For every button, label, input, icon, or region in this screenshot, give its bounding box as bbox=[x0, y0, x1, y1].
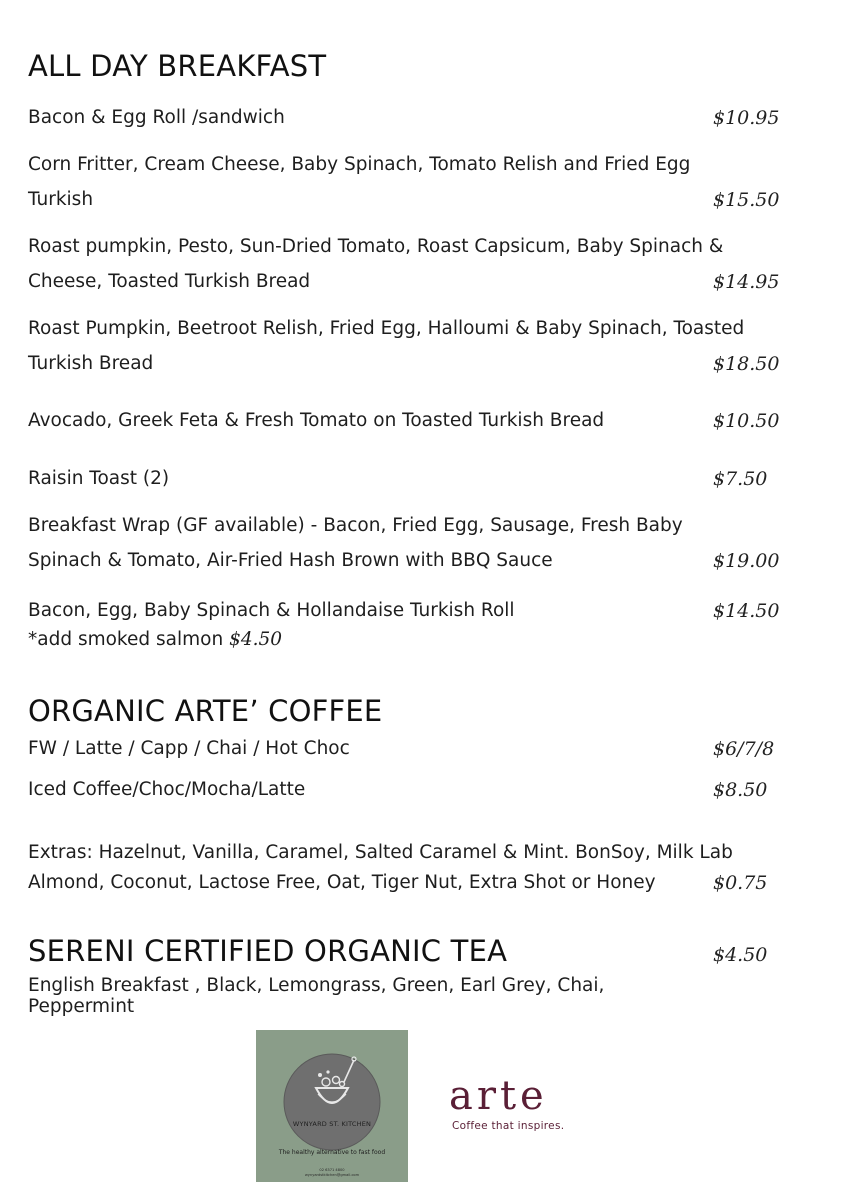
menu-item-price: $10.50 bbox=[713, 410, 780, 432]
menu-item-price: $10.95 bbox=[713, 107, 780, 129]
menu-item-text: Breakfast Wrap (GF available) - Bacon, Fried Egg, Sausage, Fresh Baby bbox=[28, 515, 683, 536]
section-heading-breakfast: ALL DAY BREAKFAST bbox=[28, 49, 327, 83]
menu-item-price: $6/7/8 bbox=[713, 738, 775, 760]
menu-item-text: Roast pumpkin, Pesto, Sun-Dried Tomato, Roast Capsicum, Baby Spinach & bbox=[28, 236, 724, 257]
menu-item-text: Iced Coffee/Choc/Mocha/Latte bbox=[28, 779, 306, 800]
menu-item-text: Cheese, Toasted Turkish Bread bbox=[28, 271, 311, 292]
menu-item-price: $14.50 bbox=[713, 600, 780, 622]
menu-item-text: Turkish Bread bbox=[28, 353, 154, 374]
menu-item-price: $18.50 bbox=[713, 353, 780, 375]
tea-price: $4.50 bbox=[713, 944, 768, 966]
menu-item-text: Bacon & Egg Roll /sandwich bbox=[28, 107, 285, 128]
wynyard-kitchen-logo bbox=[256, 1030, 408, 1182]
menu-item-text: Extras: Hazelnut, Vanilla, Caramel, Salted Caramel & Mint. BonSoy, Milk Lab bbox=[28, 842, 733, 863]
tea-list: English Breakfast , Black, Lemongrass, Green, Earl Grey, Chai, bbox=[28, 975, 605, 996]
menu-item-text: Spinach & Tomato, Air-Fried Hash Brown with BBQ Sauce bbox=[28, 550, 553, 571]
kitchen-contact: 02 6371 4800 wynyardstkitchen@gmail.com bbox=[304, 1168, 360, 1177]
menu-item-price: $8.50 bbox=[713, 779, 768, 801]
menu-item-price: $14.95 bbox=[713, 271, 780, 293]
addon-price: $4.50 bbox=[229, 629, 283, 650]
menu-item-price: $19.00 bbox=[713, 550, 780, 572]
menu-item-text: Corn Fritter, Cream Cheese, Baby Spinach, Tomato Relish and Fried Egg bbox=[28, 154, 691, 175]
kitchen-tagline: The healthy alternative to fast food bbox=[278, 1149, 386, 1156]
menu-item-price: $7.50 bbox=[713, 468, 768, 490]
menu-item-addon bbox=[28, 628, 282, 652]
menu-item-text: FW / Latte / Capp / Chai / Hot Choc bbox=[28, 738, 350, 759]
menu-item-text: Raisin Toast (2) bbox=[28, 468, 170, 489]
section-heading-coffee: ORGANIC ARTE’ COFFEE bbox=[28, 694, 383, 728]
menu-item-price: $15.50 bbox=[713, 189, 780, 211]
section-heading-tea: SERENI CERTIFIED ORGANIC TEA bbox=[28, 934, 508, 968]
salad-bowl-icon bbox=[256, 1030, 408, 1182]
kitchen-name: WYNYARD ST. KITCHEN bbox=[292, 1120, 372, 1128]
menu-item-text: Turkish bbox=[28, 189, 94, 210]
tea-list: Peppermint bbox=[28, 996, 135, 1017]
addon-label: *add smoked salmon bbox=[28, 629, 224, 650]
menu-item-text: Bacon, Egg, Baby Spinach & Hollandaise Turkish Roll bbox=[28, 600, 515, 621]
arte-logo-wordmark: arte bbox=[449, 1073, 548, 1119]
arte-logo-tagline: Coffee that inspires. bbox=[452, 1120, 565, 1132]
menu-item-text: Almond, Coconut, Lactose Free, Oat, Tiger Nut, Extra Shot or Honey bbox=[28, 872, 656, 893]
menu-item-price: $0.75 bbox=[713, 872, 768, 894]
menu-item-text: Avocado, Greek Feta & Fresh Tomato on Toasted Turkish Bread bbox=[28, 410, 605, 431]
menu-item-text: Roast Pumpkin, Beetroot Relish, Fried Egg, Halloumi & Baby Spinach, Toasted bbox=[28, 318, 745, 339]
